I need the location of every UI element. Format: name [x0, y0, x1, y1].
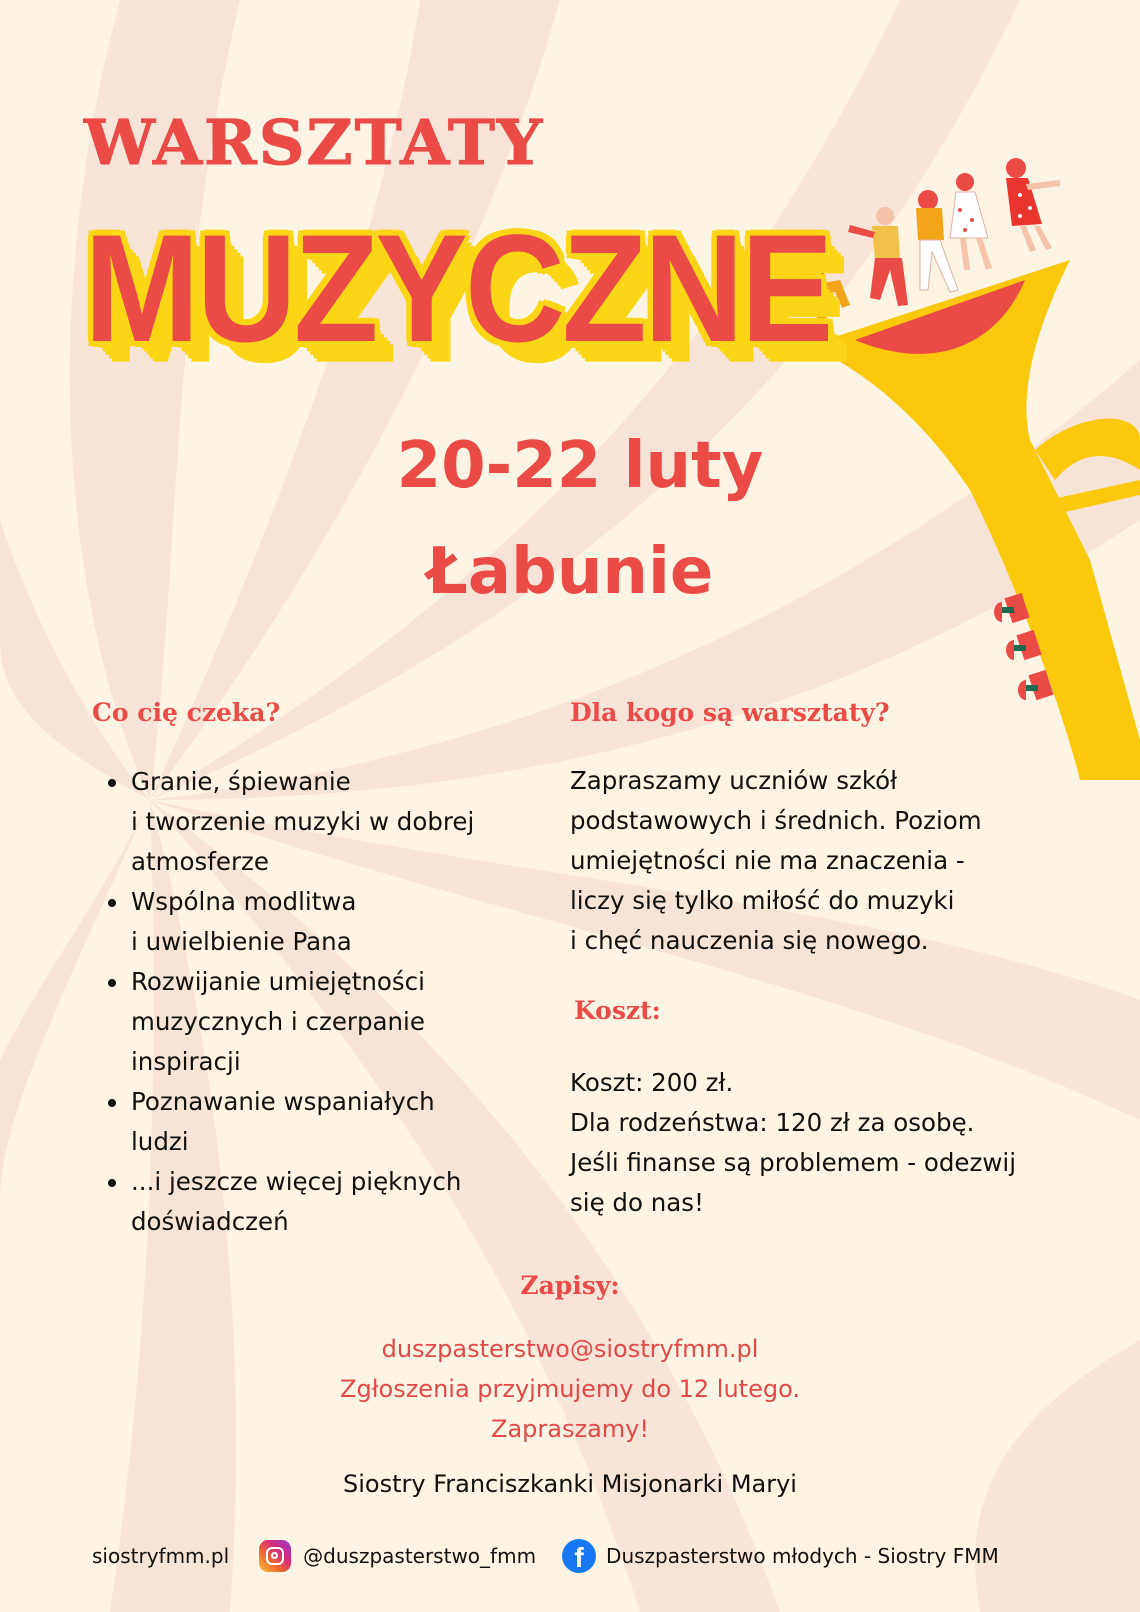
signup-heading: Zapisy: — [520, 1271, 620, 1300]
instagram-link[interactable]: @duszpasterstwo_fmm — [259, 1540, 536, 1572]
list-item: ...i jeszcze więcej pięknych doświadczeń — [108, 1162, 538, 1242]
list-item: Poznawanie wspaniałych ludzi — [108, 1082, 538, 1162]
organizer-name: Siostry Franciszkanki Misjonarki Maryi — [343, 1470, 797, 1498]
list-item: Rozwijanie umiejętności muzycznych i czerpanie inspiracji — [108, 962, 538, 1082]
event-date: 20-22 luty — [396, 429, 764, 503]
signup-info — [0, 1329, 1140, 1449]
signup-deadline: Zgłoszenia przyjmujemy do 12 lutego. — [340, 1375, 800, 1403]
list-item: Wspólna modlitwa i uwielbienie Pana — [108, 882, 538, 962]
bullet-icon — [108, 899, 116, 907]
audience-text: Zapraszamy uczniów szkół podstawowych i średnich. Poziom umiejętności nie ma znaczenia - liczy się tylko miłość do muzyki i chęć nauczenia się nowego. — [570, 766, 982, 955]
website-link[interactable]: siostryfmm.pl — [92, 1544, 230, 1568]
list-item: Granie, śpiewanie i tworzenie muzyki w dobrej atmosferze — [108, 762, 538, 882]
bullet-icon — [108, 779, 116, 787]
signup-invite: Zapraszamy! — [491, 1415, 649, 1443]
what-awaits-heading: Co cię czeka? — [92, 698, 281, 727]
cost-heading: Koszt: — [574, 996, 661, 1025]
title-musical-wrap — [84, 202, 1041, 390]
event-location: Łabunie — [426, 535, 714, 609]
bullet-icon — [108, 979, 116, 987]
signup-email-link[interactable]: duszpasterstwo@siostryfmm.pl — [381, 1335, 759, 1363]
facebook-icon: f — [562, 1539, 596, 1573]
bullet-icon — [108, 1179, 116, 1187]
footer — [92, 1539, 1092, 1573]
facebook-link[interactable]: f Duszpasterstwo młodych - Siostry FMM — [562, 1539, 999, 1573]
cost-text: Koszt: 200 zł. Dla rodzeństwa: 120 zł za osobę. Jeśli finanse są problemem - odezwij się do nas! — [570, 1068, 1017, 1217]
title-workshops: WARSZTATY — [84, 106, 545, 179]
bullet-icon — [108, 1099, 116, 1107]
title-musical: MUZYCZNE — [84, 202, 831, 374]
what-awaits-list — [108, 762, 538, 1242]
instagram-icon — [259, 1540, 291, 1572]
audience-heading: Dla kogo są warsztaty? — [570, 698, 890, 727]
